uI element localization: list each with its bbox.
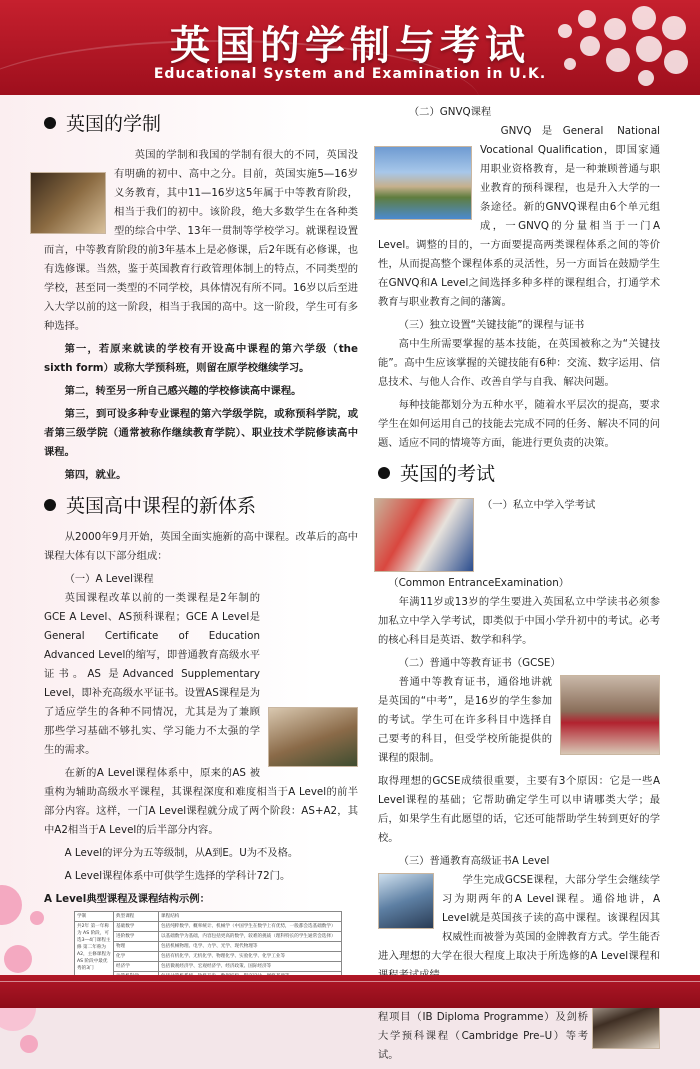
table-course-cell: 进阶数学 — [114, 932, 159, 942]
option-first: 第一，若原来就读的学校有开设高中课程的第六学级（the sixth form）或称大学预科班，则留在原学校继续学习。 — [44, 343, 358, 374]
course-table — [74, 911, 342, 982]
table-header-cell: 课程结构 — [159, 912, 342, 922]
table-row — [75, 962, 342, 972]
subheading-gcse: （二）普通中等教育证书（GCSE） — [398, 657, 561, 669]
subheading-a-level-cert: （三）普通教育高级证书A Level — [398, 855, 550, 867]
students-street-photo — [560, 675, 660, 755]
paragraph-a-level-new: 在新的A Level课程体系中，原来的AS 被重构为辅助高级水平课程，其课程深度和难度相当于A Level的前半部分内容。这样，一门A Level课程就分成了两个阶段：AS+A2，其中A2相当于A Level的后半部分内容。 — [44, 767, 358, 836]
page-subtitle: Educational System and Examination in U.K. — [153, 66, 547, 82]
paragraph-school-system: 英国的学制和我国的学制有很大的不同，英国没有明确的初中、高中之分。目前，英国实施5—16岁义务教育，其中11—16岁这5年属于中等教育阶段，相当于我们的初中。该阶段，绝大多数学生在各种类型的综合中学、13年一贯制等学校学习。就课程设置而言，中等教育阶段的前3年基本上是必修课，后2年既有必修课，也有选修课。当然，鉴于英国教育行政管理体制上的特点，不同类型的学校，甚至同一类型的不同学校，具体情况有所不同。16岁以后至进入大学以前的这一阶段，相当于我国的高中。这一阶段，学生可有多种选择。 — [44, 149, 358, 332]
paragraph-a-level-cert: 学生完成GCSE课程，大部分学生会继续学习为期两年的A Level课程。通俗地讲，A Level就是英国孩子读的高中课程。该课程因其权威性而被誉为英国的金牌教育方式。学生能否进入理想的大学在很大程度上取决于所选修的A Level课程和 — [378, 874, 660, 962]
bullet-icon — [44, 499, 56, 511]
subheading-gnvq: （二）GNVQ课程 — [408, 106, 492, 118]
decorative-circles — [0, 865, 80, 1065]
paragraph-gcse-reasons: 取得理想的GCSE成绩很重要，主要有3个原因：它是一些A Level课程的基础；它帮助确定学生可以申请哪类大学；最后，如果学生有此愿望的话，它还可能帮助学生转到更好的学校。 — [378, 775, 660, 844]
section-heading-school-system: 英国的学制 — [44, 109, 358, 136]
table-course-cell: 物理 — [114, 942, 159, 952]
subheading-entrance-exam-en: （Common EntranceExamination） — [388, 577, 570, 589]
table-desc-cell: 包括纯粹数学、概率统计、机械学（中国学生在数学上有优势，一般都会选基础数学） — [159, 922, 342, 932]
crowd-photo — [374, 498, 474, 572]
option-second: 第二，转至另一所自己感兴趣的学校修读高中课程。 — [64, 385, 302, 397]
header-banner — [0, 0, 700, 95]
table-stage-cell: 共2年 第一年称为 AS 阶段，可选3—4门课程主修 第二年称为A2，主修课程为 AS 阶段中最优秀的3门 — [75, 922, 114, 982]
decorative-dots — [552, 6, 692, 95]
subheading-entrance-exam: （一）私立中学入学考试 — [482, 499, 596, 511]
table-header-cell: 典型课程 — [114, 912, 159, 922]
paragraph-gcse: 普通中等教育证书，通俗地讲就是英国的“中考”，是16岁的学生参加的考试。学生可在许多科目中选择自己要考的科目，但受学校所能提供的课程的限制。 — [378, 676, 552, 764]
table-desc-cell: 以基础数学为基础，内容包括更高的数学，较难的挑战（理科特长的学生通常会选择） — [159, 932, 342, 942]
paragraph-grading: A Level的评分为五等级制，从A到E。U为不及格。 — [64, 847, 299, 859]
table-header-cell: 学制 — [75, 912, 114, 922]
table-caption: A Level典型课程及课程结构示例： — [44, 893, 210, 905]
section-heading-exams: 英国的考试 — [378, 459, 660, 486]
paragraph-other-exams: 程项目（IB Diploma Programme）及剑桥大学预科课程（Cambridge Pre–U）等考试。 — [378, 1011, 588, 1061]
paragraph-a-level-history: 英国课程改革以前的一类课程是2年制的GCE A Level、AS预科课程；GCE A Level是General Certificate of Education Advanced Level的缩写，即普通教育高级水平证书。AS 是Advanced Supplementary Level，即补充高级水平证书。设置AS课程是为了适应学生的各种不同情况，尤其是为了兼顾那些学习基础不够扎实、学习能力不太强的学生的需求。 — [44, 592, 260, 756]
section-heading-new-curriculum: 英国高中课程的新体系 — [44, 491, 358, 518]
bullet-icon — [44, 117, 56, 129]
table-course-cell: 经济学 — [114, 962, 159, 972]
bullet-icon — [378, 467, 390, 479]
paragraph-curriculum-intro: 从2000年9月开始，英国全面实施新的高中课程。改革后的高中课程大体有以下部分组成： — [44, 531, 358, 562]
content-area — [0, 95, 700, 1061]
table-desc-cell: 包括有机化学、无机化学、物理化学、实验化学、化学工业等 — [159, 952, 342, 962]
paragraph-subjects: A Level课程体系中可供学生选择的学科计72门。 — [64, 870, 291, 882]
paragraph-gnvq: GNVQ是General National Vocational Qualification，即国家通用职业资格教育，是一种兼顾普通与职业教育的预科课程，也是升入大学的一条途径。新的GNVQ课程由6个单元组成，一GNVQ的分量相当于一门A Level。调整的目的，一方面要提高两类课程体系之间的等价性，从而提高整个课程体系的灵活性，另一方面旨在鼓励学生在GNVQ和A Level之间选择多种多样的课程组合，打通学术教育与职业教育之间的藩篱。 — [378, 125, 660, 308]
option-third: 第三，到可设多种专业课程的第六学级学院，或称预科学院，或者第三级学院（通常被称作继续教育学院）、职业技术学院修读高中课程。 — [44, 408, 358, 458]
paragraph-entrance-exam: 年满11岁或13岁的学生要进入英国私立中学读书必须参加私立中学入学考试，即类似于中国小学升初中的考试。必考的核心科目是英语、数学和科学。 — [378, 596, 660, 646]
subheading-a-level: （一）A Level课程 — [64, 573, 154, 585]
campus-photo — [374, 146, 472, 220]
page-title: 英国的学制与考试 — [170, 23, 530, 69]
left-column — [44, 103, 358, 982]
footer-bar — [0, 975, 700, 1008]
subheading-key-skills: （三）独立设置“关键技能”的课程与证书 — [398, 319, 585, 331]
table-course-cell: 基础数学 — [114, 922, 159, 932]
footer-line — [0, 981, 700, 982]
tutor-photo — [378, 873, 434, 929]
graduates-photo — [30, 172, 106, 234]
option-fourth: 第四，就业。 — [64, 469, 127, 481]
table-header-row — [75, 912, 342, 922]
table-row — [75, 952, 342, 962]
classroom-photo — [268, 707, 358, 767]
table-row — [75, 922, 342, 932]
table-desc-cell: 包括机械物理、电学、力学、光学、现代物理等 — [159, 942, 342, 952]
paragraph-skill-levels: 每种技能都划分为五种水平，随着水平层次的提高，要求学生在如何运用自己的技能去完成不同的任务、解决不同的问题、适应不同的情境等方面，能进行更负责的决策。 — [378, 399, 660, 449]
table-row — [75, 942, 342, 952]
table-desc-cell: 包括微观经济学、宏观经济学、经济政策、国际经济等 — [159, 962, 342, 972]
table-course-cell: 化学 — [114, 952, 159, 962]
right-column — [378, 103, 660, 1069]
paragraph-key-skills: 高中生所需要掌握的基本技能，在英国被称之为“关键技能”。高中生应该掌握的关键技能有6种：交流、数字运用、信息技术、与他人合作、改善自学与自我、解决问题。 — [378, 338, 660, 388]
table-row — [75, 932, 342, 942]
